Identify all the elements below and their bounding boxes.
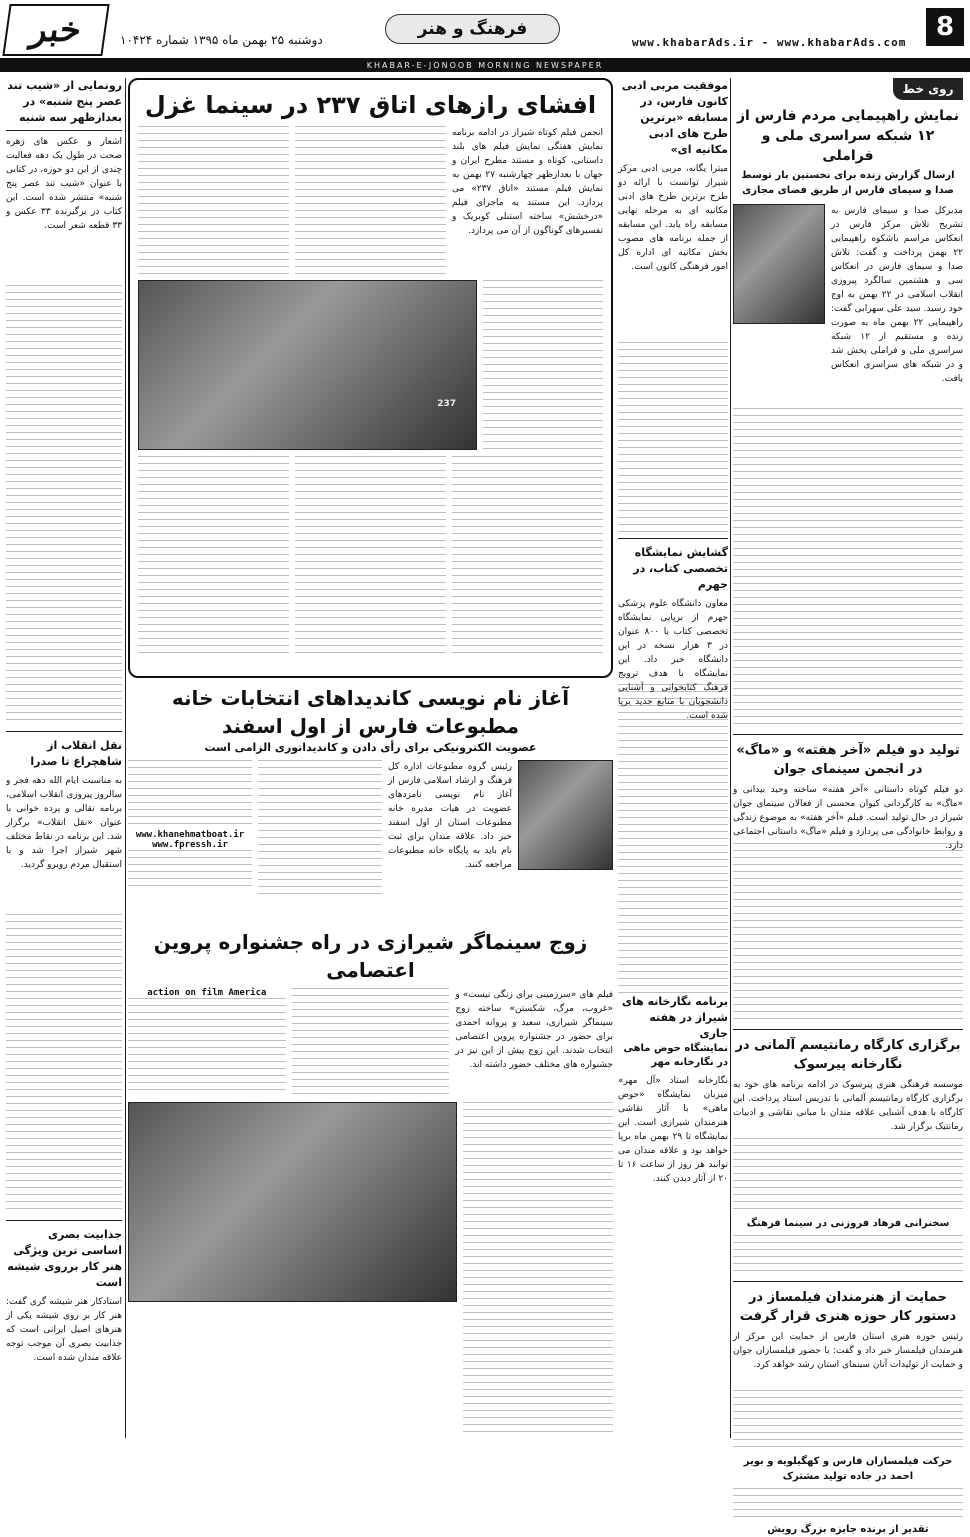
column-divider: [730, 78, 731, 1438]
divider: [618, 538, 728, 539]
gallery-body: نگارخانه استاد «آل مهر» میزبان نمایشگاه «حوض ماهی» با آثار نقاشی هنرمندان شیرازی است. این نمایشگاه تا ۲۹ بهمن ماه برپا خواهد بود و علاقه مندان می توانند هر روز از ساعت ۱۶ تا ۲۰ از آثار دیدن کنند.: [618, 1076, 728, 1184]
text-block: [6, 285, 122, 725]
lead-news-title: نمایش راهپیمایی مردم فارس از ۱۲ شبکه سراسری ملی و فراملی: [737, 108, 959, 164]
text-block: [733, 1488, 963, 1518]
english-strip: KHABAR-E-JONOOB MORNING NEWSPAPER: [0, 60, 970, 72]
divider: [733, 1281, 963, 1282]
story-title: جذابیت بصری اساسی ترین ویژگی هنر کار برروی شیشه است: [7, 1228, 122, 1289]
election-body: رئیس گروه مطبوعات اداره کل فرهنگ و ارشاد اسلامی فارس از آغاز نام نویسی نامزدهای عضویت در هیات مدیره خانه مطبوعات استان از اول اسفند خبر داد. علاقه مندان برای ثبت نام باید به پایگاه خانه مطبوعات مراجعه کنند.: [388, 762, 512, 870]
middle-column: [128, 78, 728, 1438]
story-body: موسسه فرهنگی هنری پیرسوک در ادامه برنامه های خود به برگزاری کارگاه رمانتیسم آلمانی با تدریس استاد پرداخت. این کارگاه با هدف آشنایی علاقه مندان با مبانی نقاشی و ادبیات رمانتیک برگزار شد.: [733, 1080, 963, 1132]
text-block: [733, 408, 963, 728]
couple-photo: [128, 1102, 457, 1302]
text-block: [138, 456, 289, 656]
story-body: به مناسبت ایام الله دهه فجر و سالروز پیروزی انقلاب اسلامی، برنامه نقالی و پرده خوانی با عنوان «نقل انقلاب» برگزار شد. این برنامه در نقاط مختلف شهر شیراز اجرا شد و با استقبال مردم روبرو گردید.: [6, 776, 122, 870]
gallery-label: در نگارخانه مهر: [651, 1057, 728, 1068]
issue-date: دوشنبه ۲۵ بهمن ماه ۱۳۹۵ شماره ۱۰۴۲۴: [120, 33, 323, 47]
story-note: تقدیر از برنده جایزه بزرگ رویش: [767, 1524, 929, 1535]
story-note: سخنرانی فرهاد فروزنی در سینما فرهنگ: [746, 1218, 950, 1229]
text-block: [618, 684, 728, 994]
divider: [733, 1029, 963, 1030]
lead-story-body: انجمن فیلم کوتاه شیراز در ادامه برنامه نمایش هفتگی نمایش فیلم های بلند داستانی، کوتاه و مستند مطرح ایران و جهان با بعدازظهر چهارشنبه ۲۷ بهمن به نمایش فیلم مستند «اتاق ۲۳۷» می پردازد. این مستند به ماجرای فیلم «درخشش» ساخته استنلی کوبریک و تفسیرهای گوناگون از آن می پردازد.: [452, 128, 603, 236]
text-block: [733, 843, 963, 1023]
newspaper-logo: خبر: [2, 4, 109, 56]
masthead: [0, 0, 970, 60]
text-block: [733, 1235, 963, 1275]
festival-label: action on film America: [147, 988, 267, 998]
story-body: اشعار و عکس های زهره صحت در طول یک دهه فعالیت چندی از این دو حوزه، در کتابی با عنوان «شیب تند عصر پنج شنبه» منتشر شده است. این کتاب در برگیرنده ۳۳ عکس و ۳۳ قطعه شعر است.: [6, 137, 122, 231]
right-column: [733, 78, 963, 1535]
exhibit-title: گشایش نمایشگاه تخصصی کتاب، در جهرم: [633, 546, 728, 591]
text-block: [128, 760, 252, 830]
divider: [6, 1220, 122, 1221]
story-body: استادکار هنر شیشه گری گفت: هنر کار بر روی شیشه یکی از هنرهای اصیل ایرانی است که جذابیت بصری آن موجب توجه علاقه مندان شده است.: [6, 1297, 122, 1363]
text-block: [258, 760, 382, 900]
story-title: رونمایی از «شیب تند عصر پنج شنبه» در بعدازظهر سه شنبه: [6, 78, 122, 131]
left-column: [6, 78, 122, 1438]
press-house-url[interactable]: www.khanehmatboat.ir: [135, 830, 245, 840]
election-title: آغاز نام نویسی کاندیداهای انتخابات خانه مطبوعات فارس از اول اسفند: [171, 686, 570, 738]
text-block: [292, 988, 450, 1098]
text-block: [463, 1102, 613, 1432]
election-story: [128, 684, 613, 924]
text-block: [295, 456, 446, 656]
election-subtitle: عضویت الکترونیکی برای رأی دادن و کاندیداتوری الزامی است: [204, 741, 537, 754]
lead-news-body: مدیرکل صدا و سیمای فارس به تشریح تلاش مرکز فارس در انعکاس مراسم باشکوه راهپیمایی ۲۲ بهمن پرداخت و گفت: تلاش صدا و سیمای فارس در انعکاس سی و هشتمین سالگرد پیروزی انقلاب اسلامی در ۲۲ بهمن به اوج خود رسید. سید علی سهرابی گفت: راهپیمایی ۲۲ بهمن ماه به صورت زنده و مستقیم از ۱۲ شبکه سراسری ملی و فراملی پخش شد و در شبکه های سراسری انعکاس یافت.: [831, 206, 963, 384]
couple-body: فیلم های «سرزمینی برای زنگی نیست» و «غروب، مرگ، شکستن» ساخته زوج سینماگر شیرازی، سعید و پروانه احمدی برای حضور در جشنواره پروین اعتصامی انتخاب شدند. این زوج پیش از این نیز در جشنواره های مختلف حضور داشته اند.: [455, 990, 613, 1070]
on-line-label: روی خط: [893, 78, 963, 100]
film-photo: [138, 280, 477, 450]
story-title: تولید دو فیلم «آخر هفته» و «ماگ» در انجمن سینمای جوان: [736, 743, 960, 777]
lead-news-subtitle: ارسال گزارش زنده برای نخستین بار توسط صدا و سیمای فارس از طریق فضای مجازی: [741, 170, 955, 196]
official-portrait: [518, 760, 613, 870]
text-block: [295, 126, 446, 276]
story-title: نقل انقلاب از شاهچراغ تا صدرا: [30, 739, 122, 768]
text-block: [733, 1390, 963, 1450]
couple-title: زوج سینماگر شیرازی در راه جشنواره پروین اعتصامی: [153, 930, 588, 982]
gallery-label: نمایشگاه حوض ماهی: [623, 1043, 728, 1054]
sidebar-story-title: موفقیت مربی ادبی کانون فارس، در مسابقه «برترین طرح های ادبی مکانیه ای»: [621, 79, 728, 156]
text-block: [733, 1138, 963, 1212]
story-body: رئیس حوزه هنری استان فارس از حمایت این مرکز از هنرمندان فیلمساز خبر داد و گفت: با حضور فیلمسازان جوان و حمایت از تولیدات آنان سینمای استان رشد خواهد کرد.: [733, 1332, 963, 1370]
lead-story-box: [128, 78, 613, 678]
text-block: [128, 850, 252, 890]
exhibit-body: معاون دانشگاه علوم پزشکی جهرم از برپایی نمایشگاه تخصصی کتاب با ۸۰۰ عنوان در ۳ هزار نسخه در این دانشگاه خبر داد. این نمایشگاه با هدف ترویج فرهنگ کتابخوانی و آشنایی دانشجویان با منابع جدید برپا شده است.: [618, 599, 728, 721]
divider: [733, 734, 963, 735]
gallery-story: [618, 684, 728, 1434]
lead-story-title: افشای رازهای اتاق ۲۳۷ در سینما غزل: [144, 91, 597, 119]
sidebar-story-body: میترا یگانه، مربی ادبی مرکز شیراز توانست با ارائه دو طرح برترین طرح های ادبی مکانیه ای به مرحله نهایی مسابقه راه یابد. این مسابقه از جمله برنامه های مصوب بخش مکانیه ای اداره کل امور فرهنگی کانون است.: [618, 164, 728, 272]
portrait-photo: [733, 204, 825, 324]
story-title: برگزاری کارگاه رمانتیسم آلمانی در نگارخانه پیرسوک: [735, 1038, 961, 1072]
text-block: [6, 914, 122, 1214]
text-block: [128, 998, 286, 1094]
gallery-title: برنامه نگارخانه های شیراز در هفته جاری: [621, 995, 728, 1040]
text-block: [618, 342, 728, 532]
column-divider: [125, 78, 126, 1438]
divider: [6, 731, 122, 732]
section-title: فرهنگ و هنر: [385, 14, 560, 44]
website-url[interactable]: www.khabarAds.ir - www.khabarAds.com: [632, 36, 907, 49]
text-block: [452, 456, 603, 656]
story-title: حمایت از هنرمندان فیلمساز در دستور کار حوزه هنری قرار گرفت: [739, 1290, 957, 1324]
text-block: [138, 126, 289, 276]
press-url[interactable]: www.fpressh.ir: [152, 840, 228, 850]
photo-caption: 237: [437, 399, 456, 409]
page-number: 8: [926, 8, 964, 46]
text-block: [483, 280, 603, 450]
story-body: دو فیلم کوتاه داستانی «آخر هفته» ساخته وحید بیدانی و «ماگ» به کارگردانی کیوان محسنی از فعالان سینمای جوان شیراز در حال تولید است. فیلم «آخر هفته» به موضوع زندگی و روابط خانوادگی می پردازد و فیلم «ماگ» داستانی اجتماعی دارد.: [733, 785, 963, 851]
story-note: حرکت فیلمسازان فارس و کهگیلویه و بویر احمد در جاده تولید مشترک: [743, 1456, 953, 1482]
couple-story: [128, 928, 613, 1438]
sidebar-story: [618, 78, 728, 721]
